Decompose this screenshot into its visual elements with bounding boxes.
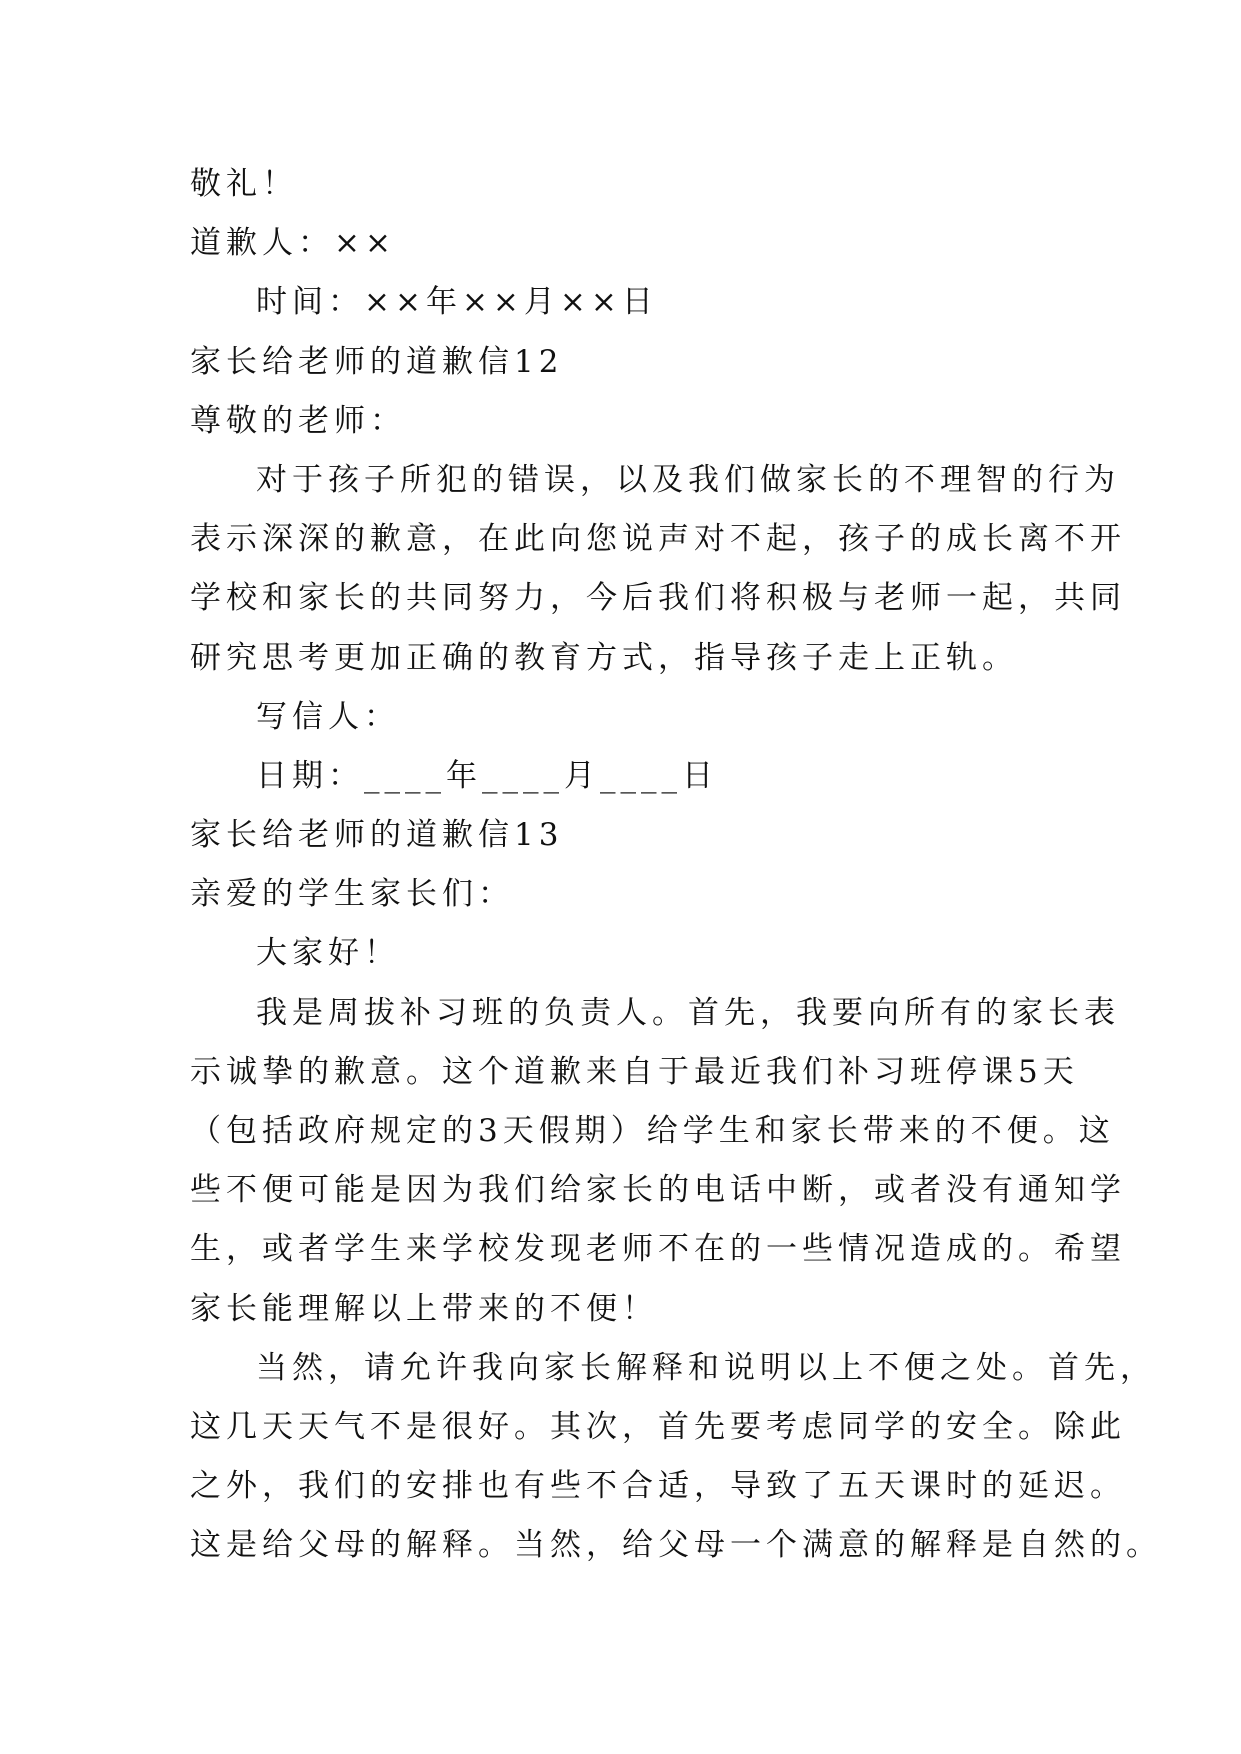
paragraph-line: 对于孩子所犯的错误，以及我们做家长的不理智的行为	[256, 461, 1120, 498]
date-blank-line: 日期：____年____月____日	[256, 757, 718, 794]
paragraph-line: 之外，我们的安排也有些不合适，导致了五天课时的延迟。	[190, 1468, 1126, 1505]
paragraph-line: 这几天天气不是很好。其次，首先要考虑同学的安全。除此	[190, 1408, 1126, 1445]
document-page	[190, 155, 1162, 1576]
salutation-line: 尊敬的老师：	[190, 402, 406, 439]
paragraph-line: 学校和家长的共同努力，今后我们将积极与老师一起，共同	[190, 580, 1126, 617]
paragraph-line: 我是周拔补习班的负责人。首先，我要向所有的家长表	[256, 994, 1120, 1031]
paragraph-line: 当然，请允许我向家长解释和说明以上不便之处。首先，	[256, 1349, 1156, 1386]
letter-heading-13: 家长给老师的道歉信13	[190, 817, 564, 854]
date-line: 时间：××年××月××日	[256, 284, 658, 321]
paragraph-line: 生，或者学生来学校发现老师不在的一些情况造成的。希望	[190, 1231, 1126, 1268]
paragraph-line: 家长能理解以上带来的不便！	[190, 1290, 658, 1327]
paragraph-line: 研究思考更加正确的教育方式，指导孩子走上正轨。	[190, 639, 1018, 676]
greeting-line: 大家好！	[256, 935, 400, 972]
paragraph-line: 表示深深的歉意，在此向您说声对不起，孩子的成长离不开	[190, 521, 1126, 558]
apologizer-line: 道歉人：××	[190, 225, 396, 262]
paragraph-line: 示诚挚的歉意。这个道歉来自于最近我们补习班停课5天	[190, 1053, 1079, 1090]
salutation-line: 亲爱的学生家长们：	[190, 876, 514, 913]
paragraph-line: 些不便可能是因为我们给家长的电话中断，或者没有通知学	[190, 1172, 1126, 1209]
letter-heading-12: 家长给老师的道歉信12	[190, 343, 564, 380]
writer-line: 写信人：	[256, 698, 400, 735]
paragraph-line: 这是给父母的解释。当然，给父母一个满意的解释是自然的。	[190, 1527, 1162, 1564]
paragraph-line: （包括政府规定的3天假期）给学生和家长带来的不便。这	[190, 1113, 1115, 1149]
closing-salute: 敬礼！	[190, 166, 298, 202]
